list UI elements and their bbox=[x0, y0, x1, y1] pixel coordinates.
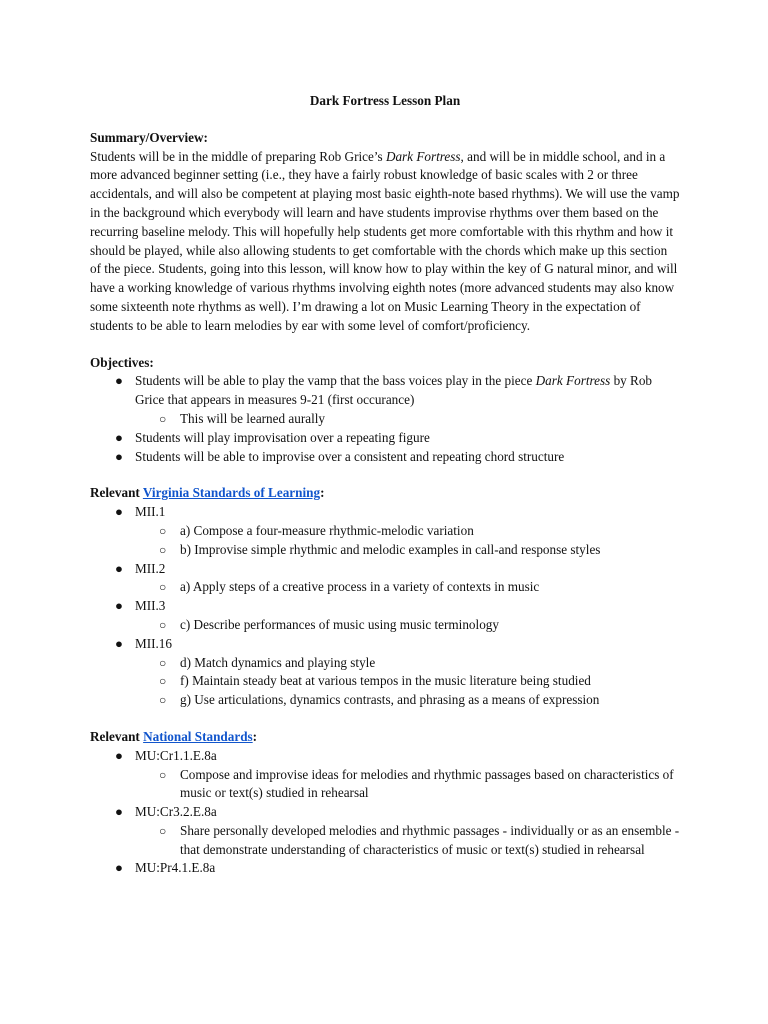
standard-subitem bbox=[135, 766, 680, 804]
document-body bbox=[90, 92, 680, 878]
sub-bullet-icon: ○ bbox=[159, 542, 167, 557]
sub-bullet-icon: ○ bbox=[159, 617, 167, 632]
standard-subitem bbox=[135, 822, 680, 860]
national-standards-list bbox=[90, 747, 680, 879]
objective-sublist bbox=[135, 410, 680, 429]
standard-code: MII.16 bbox=[135, 635, 172, 651]
bullet-icon: ● bbox=[115, 598, 123, 614]
bullet-icon: ● bbox=[115, 429, 123, 445]
sub-bullet-icon: ○ bbox=[159, 693, 167, 708]
objectives-list bbox=[90, 372, 680, 466]
standard-subitem-text: b) Improvise simple rhythmic and melodic examples in call-and response styles bbox=[180, 541, 601, 557]
bullet-icon: ● bbox=[115, 747, 123, 763]
standard-sublist bbox=[135, 616, 680, 635]
summary-paragraph bbox=[90, 148, 680, 336]
standard-code: MU:Pr4.1.E.8a bbox=[135, 860, 216, 876]
standard-subitem bbox=[135, 691, 680, 710]
standard-code: MU:Cr1.1.E.8a bbox=[135, 747, 217, 763]
standard-subitem bbox=[135, 616, 680, 635]
heading-prefix: Relevant bbox=[90, 485, 143, 501]
objective-text: Students will play improvisation over a repeating figure bbox=[135, 429, 430, 445]
bullet-icon: ● bbox=[115, 504, 123, 520]
standard-sublist bbox=[135, 766, 680, 804]
national-standards-link[interactable]: National Standards bbox=[143, 728, 253, 744]
standard-item bbox=[90, 747, 680, 803]
standard-item bbox=[90, 859, 680, 878]
heading-suffix: : bbox=[252, 728, 258, 744]
standard-subitem-text: f) Maintain steady beat at various tempos in the music literature being studied bbox=[180, 673, 591, 689]
objective-subitem-text: This will be learned aurally bbox=[180, 410, 326, 426]
standard-code: MII.3 bbox=[135, 598, 166, 614]
document-title: Dark Fortress Lesson Plan bbox=[309, 93, 461, 108]
sub-bullet-icon: ○ bbox=[159, 580, 167, 595]
sub-bullet-icon: ○ bbox=[159, 523, 167, 538]
objective-subitem bbox=[135, 410, 680, 429]
standard-subitem-text: a) Compose a four-measure rhythmic-melodic variation bbox=[180, 522, 474, 538]
sub-bullet-icon: ○ bbox=[159, 411, 167, 426]
standard-item bbox=[90, 635, 680, 710]
objective-item bbox=[90, 372, 680, 428]
standard-subitem-text: a) Apply steps of a creative process in a variety of contexts in music bbox=[180, 579, 540, 595]
sub-bullet-icon: ○ bbox=[159, 767, 167, 782]
virginia-standards-heading bbox=[90, 484, 680, 503]
objective-text: Students will be able to improvise over a consistent and repeating chord structure bbox=[135, 448, 565, 464]
standard-subitem bbox=[135, 578, 680, 597]
virginia-standards-list bbox=[90, 503, 680, 710]
sub-bullet-icon: ○ bbox=[159, 823, 167, 838]
objective-text: Students will be able to play the vamp that the bass voices play in the piece bbox=[135, 373, 536, 389]
standard-subitem-text: Share personally developed melodies and rhythmic passages - individually or as an ensemble - that demonstrate understanding of characteristics of music or text(s) studied in rehearsal bbox=[180, 822, 680, 857]
standard-item bbox=[90, 803, 680, 859]
objective-item bbox=[90, 448, 680, 467]
bullet-icon: ● bbox=[115, 560, 123, 576]
standard-sublist bbox=[135, 522, 680, 560]
objective-piece-title: Dark Fortress bbox=[535, 373, 611, 389]
standard-item bbox=[90, 503, 680, 559]
objective-text: by Rob Grice that appears in measures 9-21 (first occurance) bbox=[135, 373, 653, 408]
sub-bullet-icon: ○ bbox=[159, 655, 167, 670]
summary-text-1: Students will be in the middle of preparing Rob Grice’s bbox=[90, 148, 386, 164]
standard-item bbox=[90, 560, 680, 598]
heading-prefix: Relevant bbox=[90, 728, 144, 744]
standard-subitem-text: c) Describe performances of music using music terminology bbox=[180, 616, 499, 632]
bullet-icon: ● bbox=[115, 804, 123, 820]
standard-subitem bbox=[135, 522, 680, 541]
standard-item bbox=[90, 597, 680, 635]
standard-subitem bbox=[135, 654, 680, 673]
national-standards-heading bbox=[90, 728, 680, 747]
objective-item bbox=[90, 429, 680, 448]
standard-sublist bbox=[135, 822, 680, 860]
bullet-icon: ● bbox=[115, 448, 123, 464]
standard-sublist bbox=[135, 654, 680, 710]
standard-code: MII.2 bbox=[135, 560, 166, 576]
sub-bullet-icon: ○ bbox=[159, 674, 167, 689]
standard-code: MII.1 bbox=[135, 504, 166, 520]
standard-sublist bbox=[135, 578, 680, 597]
objectives-heading: Objectives: bbox=[90, 354, 154, 370]
bullet-icon: ● bbox=[115, 860, 123, 876]
standard-subitem bbox=[135, 672, 680, 691]
heading-suffix: : bbox=[320, 485, 325, 501]
summary-heading: Summary/Overview: bbox=[90, 129, 208, 145]
standard-code: MU:Cr3.2.E.8a bbox=[135, 804, 217, 820]
standard-subitem bbox=[135, 541, 680, 560]
bullet-icon: ● bbox=[115, 635, 123, 651]
standard-subitem-text: g) Use articulations, dynamics contrasts, and phrasing as a means of expression bbox=[180, 692, 600, 708]
summary-piece-title: Dark Fortress bbox=[385, 148, 461, 164]
virginia-standards-link[interactable]: Virginia Standards of Learning bbox=[142, 485, 321, 501]
standard-subitem-text: Compose and improvise ideas for melodies and rhythmic passages based on characteristics of music or text(s) studied in rehearsal bbox=[180, 766, 674, 801]
bullet-icon: ● bbox=[115, 373, 123, 389]
summary-text-2: , and will be in middle school, and in a more advanced beginner setting (i.e., they have a fairly robust knowledge of basic scales with 2 or three accidentals, and will also be competent at playing most basic eighth-note based rhythms). We will use the vamp in the background which everybody will learn and have students improvise rhythms over them based on the recurring baseline melody. This will hopefully help students get more comfortable with this rhythm and how it should be played, while also allowing students to get comfortable with the chords which make up this section of the piece. Students, going into this lesson, will know how to play within the key of G natural minor, and will have a working knowledge of various rhythms involving eighth notes (more advanced students may also know some sixteenth note rhythms as well). I’m drawing a lot on Music Learning Theory in the expectation of students to be able to learn melodies by ear with some level of comfort/proficiency. bbox=[90, 148, 680, 333]
standard-subitem-text: d) Match dynamics and playing style bbox=[180, 654, 376, 670]
